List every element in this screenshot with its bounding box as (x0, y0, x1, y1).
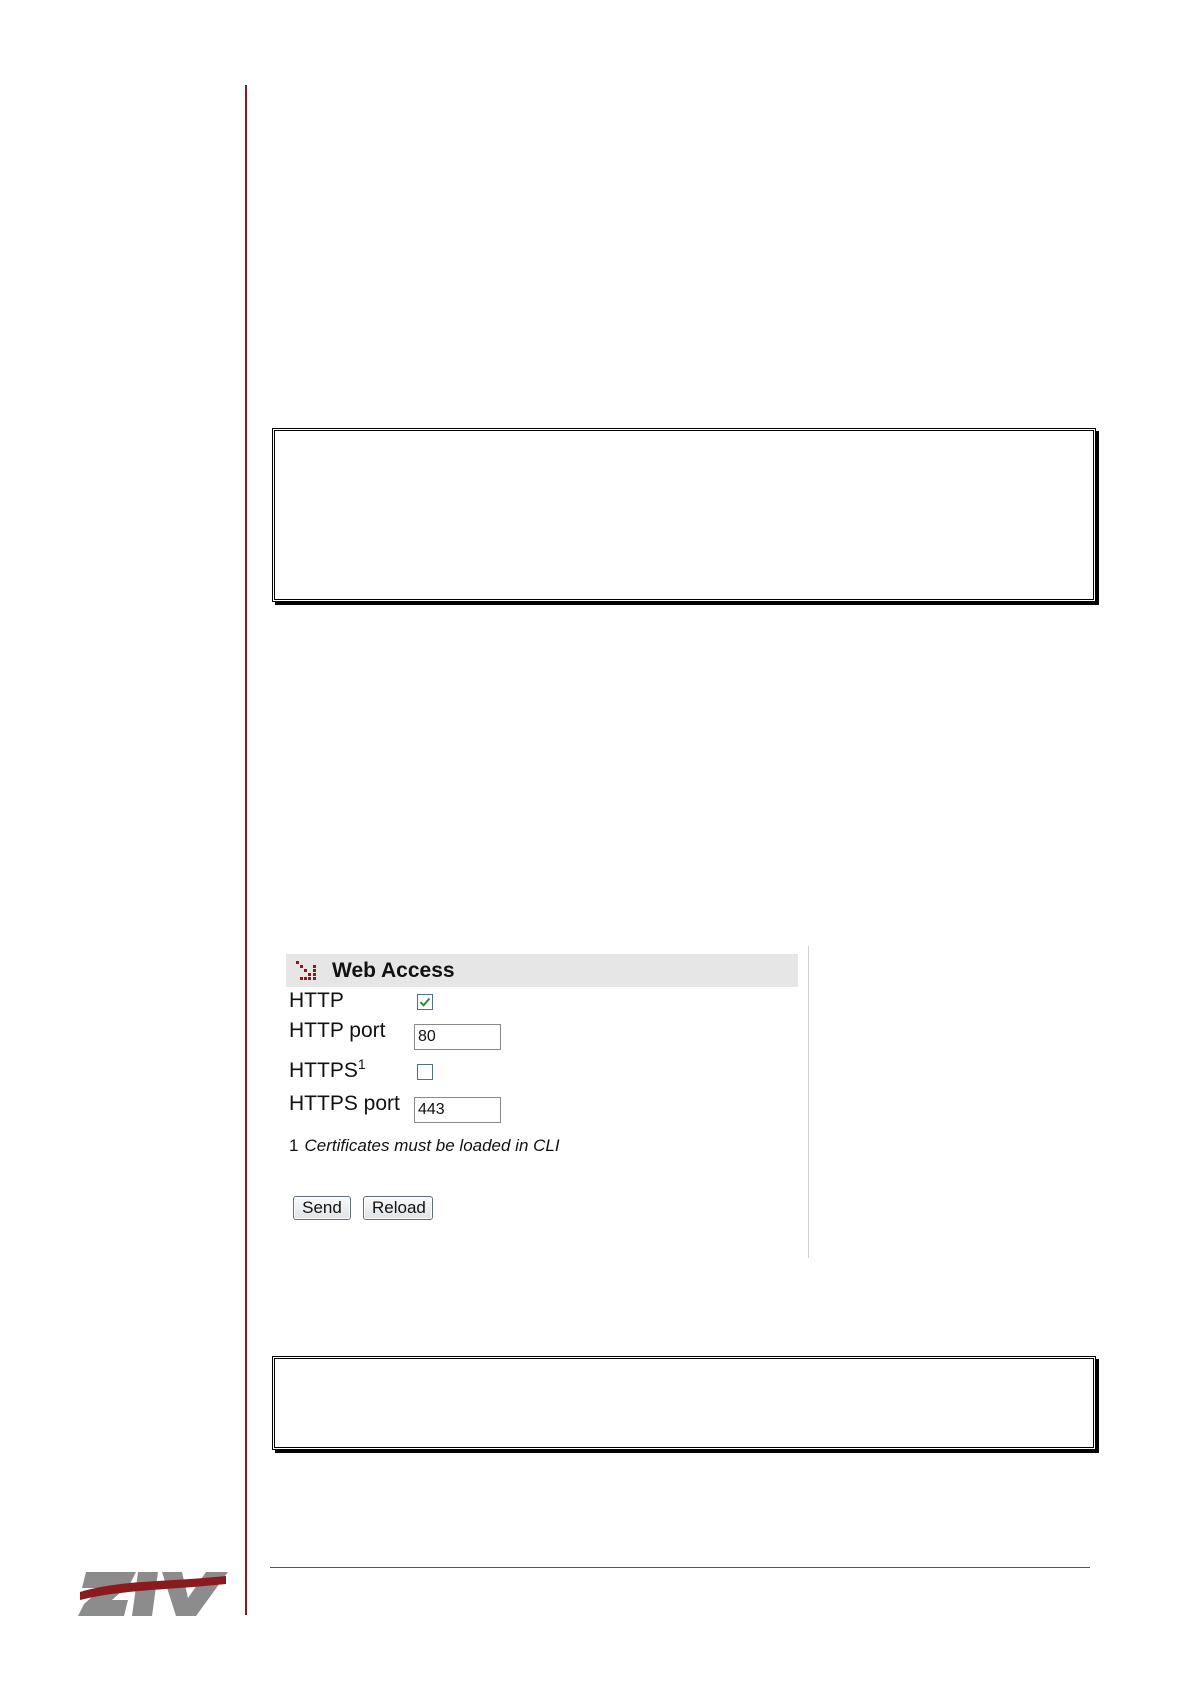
https-label-text: HTTPS (289, 1059, 358, 1082)
footnote-mark: 1 (289, 1136, 299, 1155)
note-box (272, 1356, 1096, 1450)
checkmark-icon (418, 995, 432, 1009)
https-label (289, 1056, 366, 1083)
send-button[interactable]: Send (293, 1196, 351, 1220)
http-label: HTTP (289, 989, 344, 1012)
http-port-input[interactable] (414, 1024, 501, 1050)
ziv-dots-icon (296, 960, 318, 982)
footnote-text: Certificates must be loaded in CLI (304, 1136, 560, 1155)
page-margin-rule (245, 85, 247, 1615)
panel-title: Web Access (332, 958, 455, 982)
https-footnote-ref: 1 (357, 1056, 366, 1072)
reload-button[interactable]: Reload (363, 1196, 433, 1220)
footnote (289, 1136, 560, 1156)
footer-rule (270, 1567, 1090, 1568)
https-checkbox[interactable] (417, 1064, 433, 1080)
screenshot-divider (808, 946, 809, 1258)
https-port-label: HTTPS port (289, 1092, 400, 1115)
http-checkbox[interactable] (417, 994, 433, 1010)
web-access-screenshot (280, 946, 810, 1258)
http-port-label: HTTP port (289, 1019, 386, 1042)
panel-header (286, 954, 798, 987)
note-box (272, 428, 1096, 602)
https-port-input[interactable] (414, 1097, 501, 1123)
ziv-logo (78, 1570, 228, 1620)
